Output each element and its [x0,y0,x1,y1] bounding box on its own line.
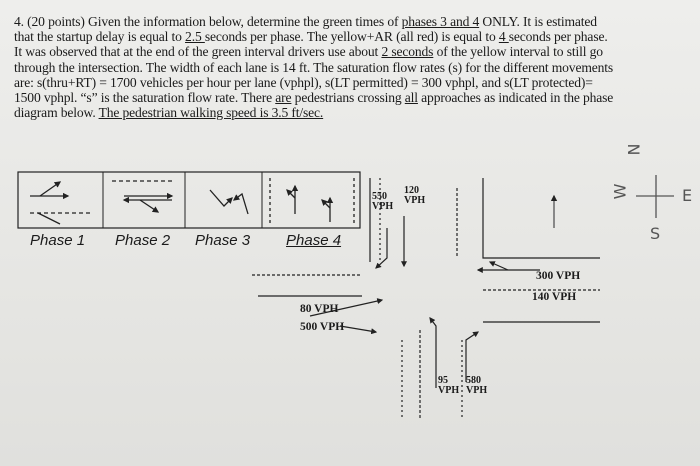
south-thru-volume-value: 580 [466,375,481,386]
west-thru-arrow [340,326,376,332]
are-emphasis: are [275,90,292,106]
problem-text-3: seconds per phase. The yellow+AR (all red) is equal to [204,29,499,45]
south-left-volume-value: 95 [438,375,448,386]
phase-1-movements [30,182,90,224]
phase-4-label: Phase 4 [286,232,342,249]
south-left-volume-unit: VPH [438,385,460,396]
east-volume-top: 300 VPH [536,270,581,282]
problem-text-6: pedestrians crossing [291,90,405,106]
yellow-value: 4 [498,29,509,45]
north-thru-volume [404,186,425,206]
east-volume-bottom: 140 VPH [532,291,577,303]
north-left-volume-value: 550 [372,191,387,202]
phases-emphasis: phases 3 and 4 [401,14,480,29]
phase-1-turn-stroke [38,213,60,224]
observed-value: 2 seconds [381,44,434,60]
phase-diagram [18,172,360,228]
north-left-turn-arrow [376,228,387,268]
phase-1-label: Phase 1 [30,232,86,249]
curb-ne [483,178,600,258]
startup-delay-value: 2.5 [185,29,205,45]
phase-3-left-arrow-a [210,190,232,206]
phase-3-label: Phase 3 [195,232,251,249]
problem-points: (20 points) [27,14,85,29]
phase-3-movements [210,190,248,214]
north-left-volume-unit: VPH [372,201,394,212]
phase-diagram-frame [18,172,360,228]
phase-4-left-arrow-b [322,200,330,208]
compass-n: N [624,143,644,156]
phase-2-label: Phase 2 [115,232,171,249]
east-left-arrow [490,262,508,270]
north-thru-volume-unit: VPH [404,195,426,206]
phase-2-movements [112,181,172,212]
compass-e: E [682,186,693,205]
north-thru-volume-value: 120 [404,185,419,196]
south-thru-volume-unit: VPH [466,385,488,396]
compass-s: S [650,224,661,243]
phase-2-right-arrow [140,200,158,212]
west-volume-bottom: 500 VPH [300,321,345,333]
phase-3-left-arrow-b [234,194,248,214]
problem-text-1: Given the information below, determine the green times of [84,14,402,29]
phase-4-movements [270,178,354,224]
problem-number: 4. [14,14,24,29]
pedestrian-speed: The pedestrian walking speed is 3.5 ft/sec. [98,105,324,121]
all-emphasis: all [404,90,418,106]
south-left-arrow [430,318,436,388]
south-left-volume [438,376,459,396]
south-thru-volume [466,376,487,396]
phase-4-left-arrow [287,190,295,198]
problem-text-7: approaches as indicated in the phase diagram below. [14,90,614,121]
north-left-volume [372,192,393,212]
problem-text-5: of the yellow interval to still go through the intersection. The width of each lane is 14 ft. The saturation flow rates (s) for the different movements are: s(thru+RT) = 1700 vehicles per hour per lane (vphpl), s(LT permitted) = 300 vphpl, and s(LT protected)= 1500 vphpl. “s” is the saturation flow rate. There [14,44,614,106]
problem-text-2: ONLY. It is estimated that the startup delay is equal to [14,14,597,45]
west-volume-top: 80 VPH [300,303,339,315]
problem-text-4: seconds per phase. It was observed that at the end of the green interval drivers use about [14,29,608,60]
phase-1-left-arrow [40,182,60,196]
compass-w: W [610,183,630,200]
